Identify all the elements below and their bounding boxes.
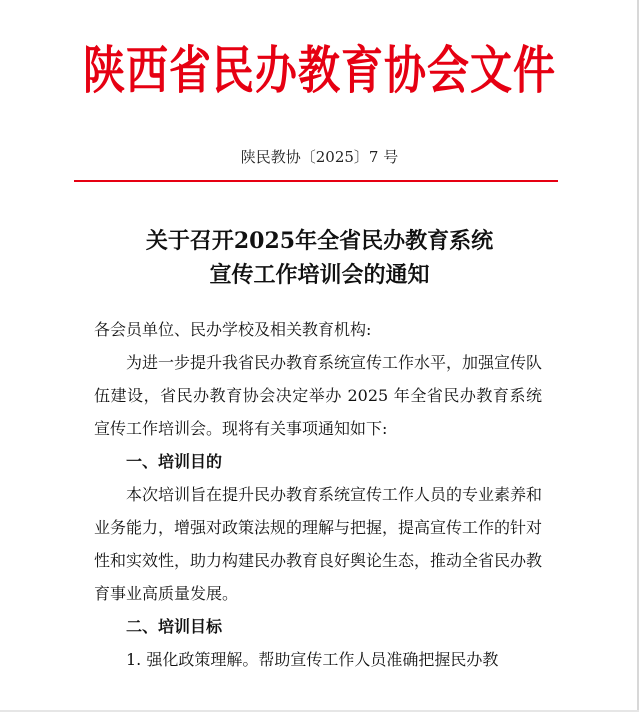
list-item-1: 1. 强化政策理解。帮助宣传工作人员准确把握民办教 [126,650,499,669]
salutation: 各会员单位、民办学校及相关教育机构: [94,320,372,339]
title-line-2: 宣传工作培训会的通知 [209,262,430,288]
intro-paragraph: 为进一步提升我省民办教育系统宣传工作水平，加强宣传队伍建设，省民办教育协会决定举办 2025 年全省民办教育系统宣传工作培训会。现将有关事项通知如下: [94,353,543,438]
section-1-paragraph: 本次培训旨在提升民办教育系统宣传工作人员的专业素养和业务能力，增强对政策法规的理解与把握，提高宣传工作的针对性和实效性，助力构建民办教育良好舆论生态，推动全省民办教育事业高质量发展。 [94,485,543,603]
red-divider [74,180,558,182]
section-2-heading: 二、培训目标 [126,617,223,636]
title-line-1: 关于召开2025年全省民办教育系统 [145,228,494,254]
section-1-heading: 一、培训目的 [126,452,223,471]
notice-title [0,224,639,292]
masthead-title: 陕西省民办教育协会文件 [82,40,556,101]
document-number: 陕民教协〔2025〕7 号 [240,148,399,166]
document-body [94,313,542,676]
